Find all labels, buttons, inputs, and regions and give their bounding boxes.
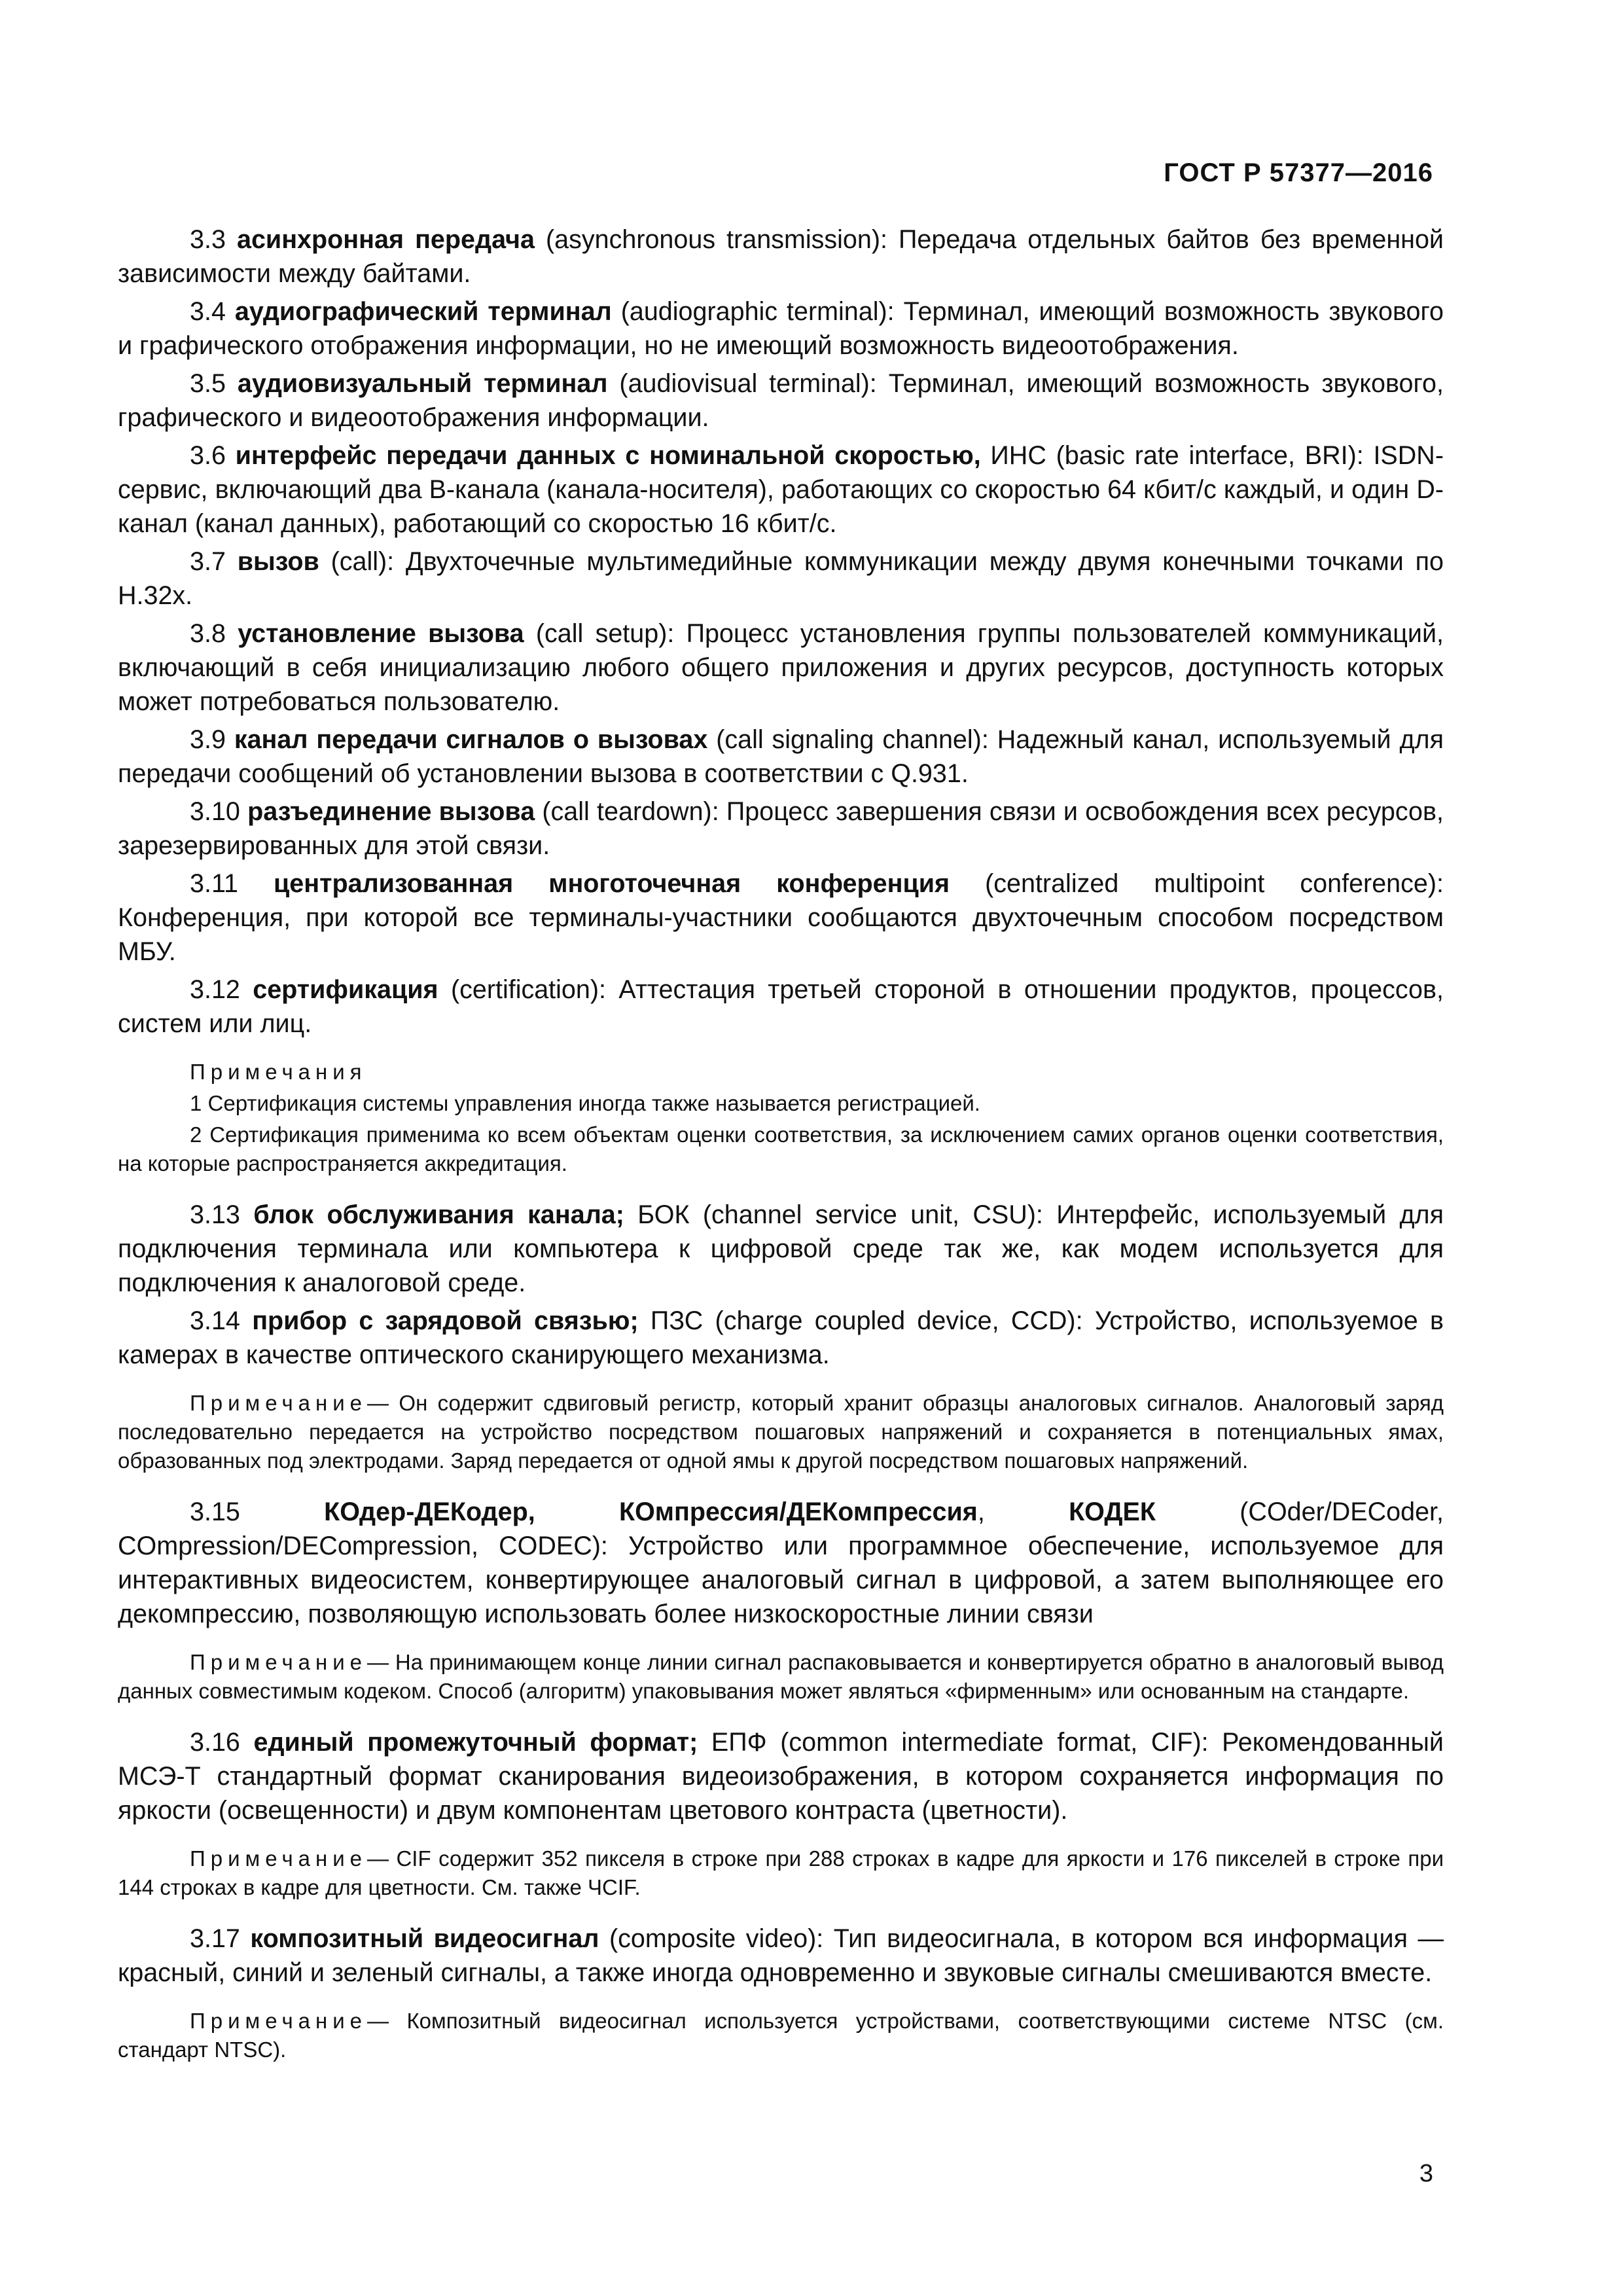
note-item: 1 Сертификация системы управления иногда также называется регистрацией. bbox=[190, 1091, 980, 1115]
term-body: (call setup): Процесс установления группы пользователей коммуникаций, включающий в себя инициализацию любого общего приложения и других ресурсов, доступность которых может потребоваться пользователю. bbox=[118, 619, 1444, 716]
term-title: аудиографический терминал bbox=[234, 297, 612, 326]
term-title: блок обслуживания канала; bbox=[253, 1200, 624, 1229]
term-number: 3.8 bbox=[190, 619, 226, 648]
term-number: 3.9 bbox=[190, 725, 226, 754]
term-body: БОК (channel service unit, CSU): Интерфейс, используемый для подключения терминала или компьютера к цифровой среде так же, как модем используется для подключения к аналоговой среде. bbox=[118, 1200, 1444, 1297]
term-number: 3.3 bbox=[190, 225, 226, 254]
term-3-11 bbox=[118, 867, 1444, 969]
term-body: (call teardown): Процесс завершения связи и освобождения всех ресурсов, зарезервированных для этой связи. bbox=[118, 797, 1444, 860]
term-number: 3.17 bbox=[190, 1924, 240, 1953]
term-number: 3.4 bbox=[190, 297, 226, 326]
term-3-9 bbox=[118, 723, 1444, 791]
document-id: ГОСТ Р 57377—2016 bbox=[1164, 158, 1433, 187]
term-title: композитный видеосигнал bbox=[250, 1924, 599, 1953]
term-title: аудиовизуальный терминал bbox=[237, 369, 608, 398]
note-body: — Композитный видеосигнал используется устройствами, соответствующими системе NTSC (см. стандарт NTSC). bbox=[118, 2009, 1444, 2062]
note-3-14 bbox=[118, 1389, 1444, 1475]
note-label: Примечание bbox=[190, 2009, 368, 2033]
note-body: — На принимающем конце линии сигнал распаковывается и конвертируется обратно в аналоговый вывод данных совместимым кодеком. Способ (алгоритм) упаковывания может являться «фирменным» или основанным на стандарте. bbox=[118, 1650, 1444, 1703]
term-3-7 bbox=[118, 545, 1444, 613]
term-body: (COder/DECoder, COmpression/DECompression, CODEC): Устройство или программное обеспечение, используемое для интерактивных видеосистем, конвертирующее аналоговый сигнал в цифровой, а затем выполняющее его декомпрессию, позволяющую использовать более низкоскоростные линии связи bbox=[118, 1498, 1444, 1628]
note-3-15 bbox=[118, 1648, 1444, 1706]
term-number: 3.14 bbox=[190, 1306, 240, 1335]
term-title: канал передачи сигналов о вызовах bbox=[234, 725, 708, 754]
term-separator: , bbox=[977, 1498, 1069, 1526]
term-3-12 bbox=[118, 973, 1444, 1041]
term-3-8 bbox=[118, 617, 1444, 719]
note-3-17 bbox=[118, 2007, 1444, 2064]
notes-3-12 bbox=[118, 1058, 1444, 1178]
term-3-4 bbox=[118, 295, 1444, 363]
term-title: централизованная многоточечная конференция bbox=[274, 869, 950, 898]
term-number: 3.15 bbox=[190, 1498, 240, 1526]
term-title: сертификация bbox=[253, 975, 438, 1004]
term-body: ПЗС (charge coupled device, CCD): Устройство, используемое в камерах в качестве оптического сканирующего механизма. bbox=[118, 1306, 1444, 1369]
term-title: единый промежуточный формат; bbox=[253, 1728, 698, 1757]
note-text bbox=[118, 1844, 1444, 1902]
notes-heading bbox=[118, 1058, 1444, 1086]
term-title: асинхронная передача bbox=[236, 225, 535, 254]
term-number: 3.16 bbox=[190, 1728, 240, 1757]
term-body: ЕПФ (common intermediate format, CIF): Рекомендованный МСЭ-Т стандартный формат сканирования видеоизображения, в котором сохраняется информация по яркости (освещенности) и двум компонентам цветового контраста (цветности). bbox=[118, 1728, 1444, 1825]
note-3-16 bbox=[118, 1844, 1444, 1902]
term-title: КОдер-ДЕКодер, КОмпрессия/ДЕКомпрессия bbox=[324, 1498, 978, 1526]
term-body: (composite video): Тип видеосигнала, в котором вся информация — красный, синий и зеленый сигналы, а также иногда одновременно и звуковые сигналы смешиваются вместе. bbox=[118, 1924, 1444, 1987]
term-3-15 bbox=[118, 1495, 1444, 1631]
term-body: (call signaling channel): Надежный канал, используемый для передачи сообщений об установлении вызова в соответствии с Q.931. bbox=[118, 725, 1444, 788]
term-3-17 bbox=[118, 1922, 1444, 1990]
term-3-10 bbox=[118, 795, 1444, 863]
note-text bbox=[118, 1648, 1444, 1706]
page-content bbox=[118, 223, 1444, 2084]
term-number: 3.11 bbox=[190, 869, 238, 898]
term-title: интерфейс передачи данных с номинальной скоростью, bbox=[235, 441, 981, 470]
term-number: 3.12 bbox=[190, 975, 240, 1004]
note-body: — Он содержит сдвиговый регистр, который хранит образцы аналоговых сигналов. Аналоговый заряд последовательно передается на устройство посредством пошаговых напряжений и сохраняется в потенциальных ямах, образованных под электродами. Заряд передается от одной ямы к другой посредством пошаговых напряжений. bbox=[118, 1391, 1444, 1473]
term-body: (call): Двухточечные мультимедийные коммуникации между двумя конечными точками по H.32x. bbox=[118, 547, 1444, 610]
term-title-abbr: КОДЕК bbox=[1069, 1498, 1156, 1526]
note-text bbox=[118, 1389, 1444, 1475]
term-body: (certification): Аттестация третьей стороной в отношении продуктов, процессов, систем или лиц. bbox=[118, 975, 1444, 1038]
term-body: (audiographic terminal): Терминал, имеющий возможность звукового и графического отображения информации, но не имеющий возможность видеоотображения. bbox=[118, 297, 1444, 360]
term-body: (centralized multipoint conference): Конференция, при которой все терминалы-участники сообщаются двухточечным способом посредством МБУ. bbox=[118, 869, 1444, 966]
term-3-13 bbox=[118, 1198, 1444, 1300]
page-number: 3 bbox=[1419, 2160, 1433, 2187]
note-label: Примечание bbox=[190, 1650, 368, 1674]
term-number: 3.6 bbox=[190, 441, 226, 470]
term-title: разъединение вызова bbox=[247, 797, 535, 826]
term-body: (asynchronous transmission): Передача отдельных байтов без временной зависимости между байтами. bbox=[118, 225, 1444, 288]
term-number: 3.5 bbox=[190, 369, 226, 398]
note-label: Примечание bbox=[190, 1391, 368, 1415]
term-title: установление вызова bbox=[238, 619, 524, 648]
term-body: ИНС (basic rate interface, BRI): ISDN-сервис, включающий два B-канала (канала-носителя), работающих со скоростью 64 кбит/с каждый, и один D-канал (канал данных), работающий со скоростью 16 кбит/с. bbox=[118, 441, 1444, 538]
term-number: 3.13 bbox=[190, 1200, 240, 1229]
note-text bbox=[118, 2007, 1444, 2064]
term-title: вызов bbox=[237, 547, 319, 576]
term-number: 3.7 bbox=[190, 547, 226, 576]
term-3-5 bbox=[118, 367, 1444, 435]
note-body: — CIF содержит 352 пикселя в строке при 288 строках в кадре для яркости и 176 пикселей в строке при 144 строках в кадре для цветности. См. также ЧCIF. bbox=[118, 1846, 1444, 1899]
term-3-14 bbox=[118, 1304, 1444, 1372]
term-title: прибор с зарядовой связью; bbox=[252, 1306, 639, 1335]
note-label: Примечание bbox=[190, 1846, 368, 1871]
term-body: (audiovisual terminal): Терминал, имеющий возможность звукового, графического и видеоотображения информации. bbox=[118, 369, 1444, 432]
term-3-6 bbox=[118, 439, 1444, 541]
term-number: 3.10 bbox=[190, 797, 240, 826]
term-3-16 bbox=[118, 1725, 1444, 1827]
notes-heading-label: Примечания bbox=[190, 1060, 367, 1084]
term-3-3 bbox=[118, 223, 1444, 291]
note-item: 2 Сертификация применима ко всем объектам оценки соответствия, за исключением самих органов оценки соответствия, на которые распространяется аккредитация. bbox=[118, 1122, 1444, 1175]
